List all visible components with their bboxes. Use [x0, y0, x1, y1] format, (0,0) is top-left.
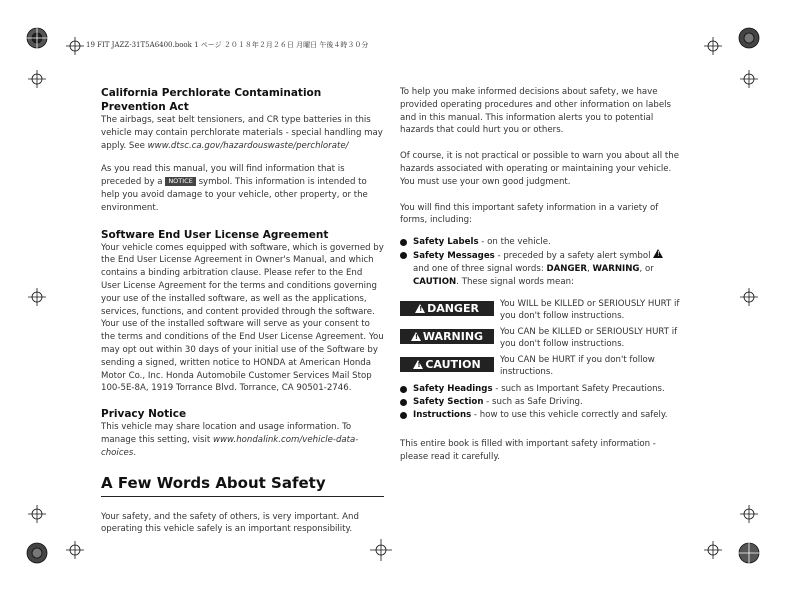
caution-text: You CAN be HURT if you don't follow instructions. [500, 355, 655, 377]
bullet-icon [400, 399, 407, 406]
left-column [101, 86, 384, 536]
california-title: California Perchlorate Contamination Prevention Act [101, 87, 322, 113]
warning-label: ! WARNING [400, 329, 494, 344]
eula-title: Software End User License Agreement [101, 228, 329, 241]
bullet-icon [400, 252, 407, 259]
safety-heading: A Few Words About Safety [101, 474, 384, 497]
list-item: Safety Headings - such as Important Safety Precautions. [400, 383, 683, 396]
right-column [400, 86, 683, 463]
danger-label: ! DANGER [400, 301, 494, 316]
california-url[interactable]: www.dtsc.ca.gov/hazardouswaste/perchlorate/ [147, 140, 349, 151]
right-paragraph-1: To help you make informed decisions about safety, we have provided operating procedures and other information on labels and in this manual. This information alerts you to potential hazards that could hurt you or others. [400, 87, 672, 136]
alert-triangle-icon: ! [415, 304, 425, 313]
notice-paragraph: As you read this manual, you will find information that is preceded by a NOTICE symbol. This information is intended to help you avoid damage to your vehicle, other property, or the environment. [101, 164, 368, 213]
safety-list [400, 383, 683, 421]
print-header-line: 19 FIT JAZZ-31T5A6400.book 1 ページ ２０１８年２月２６日 月曜日 午後４時３０分 [86, 41, 369, 49]
list-item: Safety Section - such as Safe Driving. [400, 396, 683, 409]
alert-triangle-icon: ! [413, 360, 423, 369]
caution-label: ! CAUTION [400, 357, 494, 372]
warning-text: You CAN be KILLED or SERIOUSLY HURT if you don't follow instructions. [500, 327, 678, 349]
bullet-icon [400, 239, 407, 246]
right-paragraph-3: You will find this important safety information in a variety of forms, including: [400, 202, 659, 226]
bullet-icon [400, 412, 407, 419]
list-item: Safety Messages - preceded by a safety alert symbol ! and one of three signal words: DANGER, WARNING, or CAUTION. These signal words mean: [400, 249, 683, 288]
signal-words [400, 299, 683, 378]
signal-caution [400, 355, 683, 378]
right-paragraph-4: This entire book is filled with important safety information - please read it carefully. [400, 438, 656, 462]
signal-danger [400, 299, 683, 322]
privacy-text: This vehicle may share location and usage information. To manage this setting, visit www.hondalink.com/vehicle-data-choices. [101, 422, 359, 458]
notice-badge: NOTICE [165, 177, 196, 186]
list-item: Safety Labels - on the vehicle. [400, 236, 683, 249]
forms-list [400, 236, 683, 288]
list-item: Instructions - how to use this vehicle correctly and safely. [400, 409, 683, 422]
eula-text: Your vehicle comes equipped with software, which is governed by the End User License Agreement in Owner's Manual, and which contains a binding arbitration clause. Please refer to the End User License Agreement for the terms and conditions governing your use of the installed software, as well as the applications, services, functions, and content provided through the software. Your use of the installed software will serve as your consent to the terms and conditions of the End User License Agreement. You may opt out within 30 days of your initial use of the Software by sending a signed, written notice to HONDA at American Honda Motor Co., Inc. Honda Automobile Customer Services Mail Stop 100-5E-8A, 1919 Torrance Blvd. Torrance, CA 90501-2746. [101, 242, 384, 394]
alert-triangle-icon: ! [411, 332, 421, 341]
safety-alert-icon: ! [653, 249, 663, 258]
right-paragraph-2: Of course, it is not practical or possible to warn you about all the hazards associated with operating or maintaining your vehicle. You must use your own good judgment. [400, 151, 680, 187]
privacy-title: Privacy Notice [101, 408, 187, 421]
danger-text: You WILL be KILLED or SERIOUSLY HURT if you don't follow instructions. [500, 299, 680, 321]
safety-intro: Your safety, and the safety of others, is very important. And operating this vehicle safely is an important responsibility. [101, 511, 359, 535]
california-text: The airbags, seat belt tensioners, and CR type batteries in this vehicle may contain perchlorate materials - special handling may apply. See www.dtsc.ca.gov/hazardouswaste/perchlorate/ [101, 115, 383, 151]
signal-warning [400, 327, 683, 350]
privacy-url[interactable]: www.hondalink.com/vehicle-data-choices [101, 434, 359, 458]
bullet-icon [400, 386, 407, 393]
